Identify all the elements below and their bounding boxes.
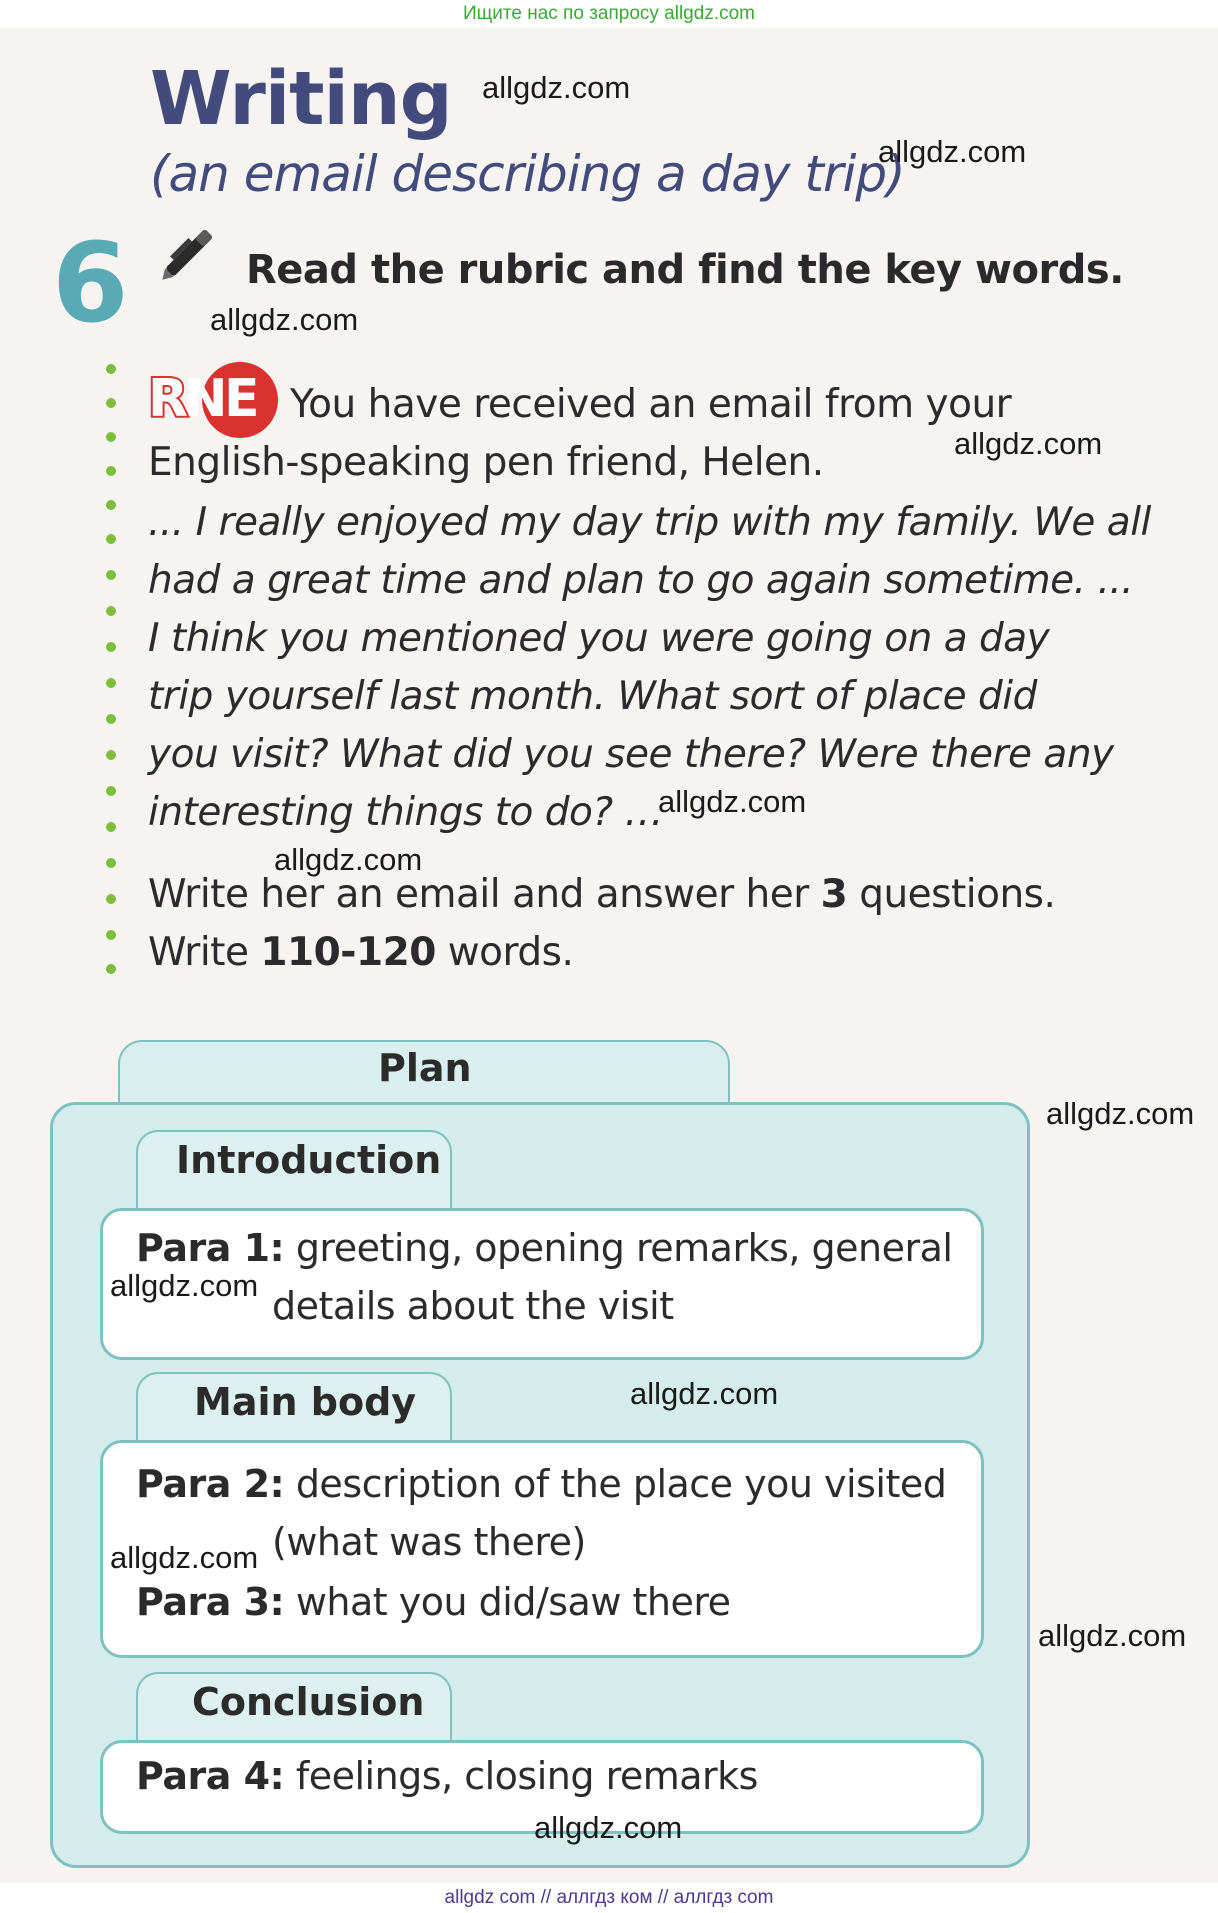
para-3-line1 [136,1580,731,1624]
para-1-line2: details about the visit [272,1284,674,1328]
para-1-line1 [136,1226,952,1270]
rne-badge [148,360,280,444]
para-4-line1 [136,1754,758,1798]
svg-text:N: N [184,369,228,429]
pen-icon [150,208,234,296]
task-line-2-post: words. [435,930,574,975]
watermark: allgdz.com [954,426,1103,461]
task-number: 6 [52,219,129,347]
watermark: allgdz.com [482,70,631,105]
para-1-head: Para 1: [136,1226,285,1270]
page-subtitle: (an email describing a day trip) [150,145,905,203]
email-line-4: trip yourself last month. What sort of place did [148,674,1037,719]
plan-label: Plan [378,1046,472,1090]
svg-text:R: R [148,369,189,429]
task-instruction: Read the rubric and find the key words. [246,247,1124,293]
task-line-1-post: questions. [847,872,1056,917]
task-line-2-pre: Write [148,930,261,975]
main-body-label: Main body [194,1380,417,1424]
watermark: allgdz.com [630,1376,779,1411]
watermark: allgdz.com [274,842,423,877]
email-line-3: I think you mentioned you were going on a day [148,616,1050,661]
para-2-line2: (what was there) [272,1520,586,1564]
para-1-text: greeting, opening remarks, general [284,1226,953,1270]
bottom-banner[interactable]: allgdz com // аллгдз ком // аллгдз com [0,1883,1218,1913]
task-line-2-bold: 110-120 [260,930,436,975]
email-line-2: had a great time and plan to go again sometime. ... [148,558,1134,603]
task-line-2 [148,930,573,975]
task-line-1-bold: 3 [820,872,848,917]
email-line-1: ... I really enjoyed my day trip with my family. We all [148,500,1151,545]
rubric-intro-line2: English-speaking pen friend, Helen. [148,440,824,485]
task-line-1-pre: Write her an email and answer her [148,872,821,917]
watermark: allgdz.com [534,1810,683,1845]
para-2-text: description of the place you visited [284,1462,947,1506]
watermark: allgdz.com [1038,1618,1187,1653]
top-banner[interactable]: Ищите нас по запросу allgdz.com [0,0,1218,28]
para-3-head: Para 3: [136,1580,285,1624]
svg-text:E: E [224,369,260,429]
introduction-label: Introduction [176,1138,442,1182]
para-4-head: Para 4: [136,1754,285,1798]
email-line-6: interesting things to do? … [148,790,663,835]
page-title: Writing [150,56,452,142]
para-2-line1 [136,1462,946,1506]
watermark: allgdz.com [110,1268,259,1303]
para-3-text: what you did/saw there [284,1580,731,1624]
watermark: allgdz.com [878,134,1027,169]
watermark: allgdz.com [1046,1096,1195,1131]
para-2-head: Para 2: [136,1462,285,1506]
rubric-intro-line1: You have received an email from your [290,382,1012,427]
watermark: allgdz.com [110,1540,259,1575]
para-4-text: feelings, closing remarks [284,1754,758,1798]
watermark: allgdz.com [658,784,807,819]
email-line-5: you visit? What did you see there? Were there any [148,732,1114,777]
task-line-1 [148,872,1055,917]
watermark: allgdz.com [210,302,359,337]
conclusion-label: Conclusion [192,1680,425,1724]
